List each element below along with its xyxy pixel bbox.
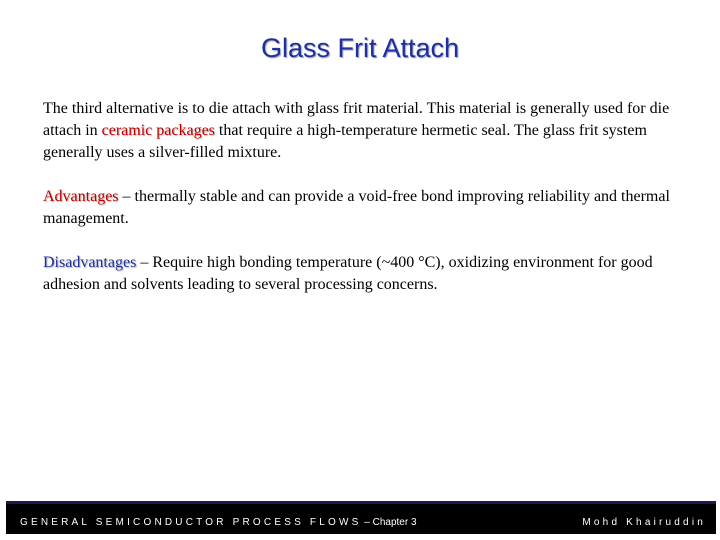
intro-text-after: that require a high-temperature hermetic seal. The glass frit system generally uses a silver-filled mixture.: [43, 122, 647, 161]
intro-paragraph: [43, 98, 683, 164]
footer-author: Mohd Khairuddin: [582, 517, 706, 528]
advantages-text: – thermally stable and can provide a void-free bond improving reliability and thermal management.: [43, 188, 670, 227]
intro-text-before: The third alternative is to die attach with glass frit material. This material is generally used for die attach in: [43, 100, 670, 139]
disadvantages-text: – Require high bonding temperature (~400 °C), oxidizing environment for good adhesion and solvents leading to several processing concerns.: [43, 254, 653, 293]
footer-course-name: GENERAL SEMICONDUCTOR PROCESS FLOWS: [20, 517, 362, 528]
slide-title: Glass Frit Attach: [260, 33, 460, 63]
advantages-label: Advantages: [43, 188, 119, 205]
advantages-paragraph: [43, 186, 683, 230]
footer-bar: [6, 504, 716, 534]
ceramic-packages-highlight: ceramic packages: [101, 122, 215, 139]
footer-course-title: [20, 517, 417, 528]
disadvantages-paragraph: [43, 252, 683, 296]
disadvantages-label: Disadvantages: [43, 254, 137, 271]
footer-chapter: – Chapter 3: [361, 517, 417, 528]
